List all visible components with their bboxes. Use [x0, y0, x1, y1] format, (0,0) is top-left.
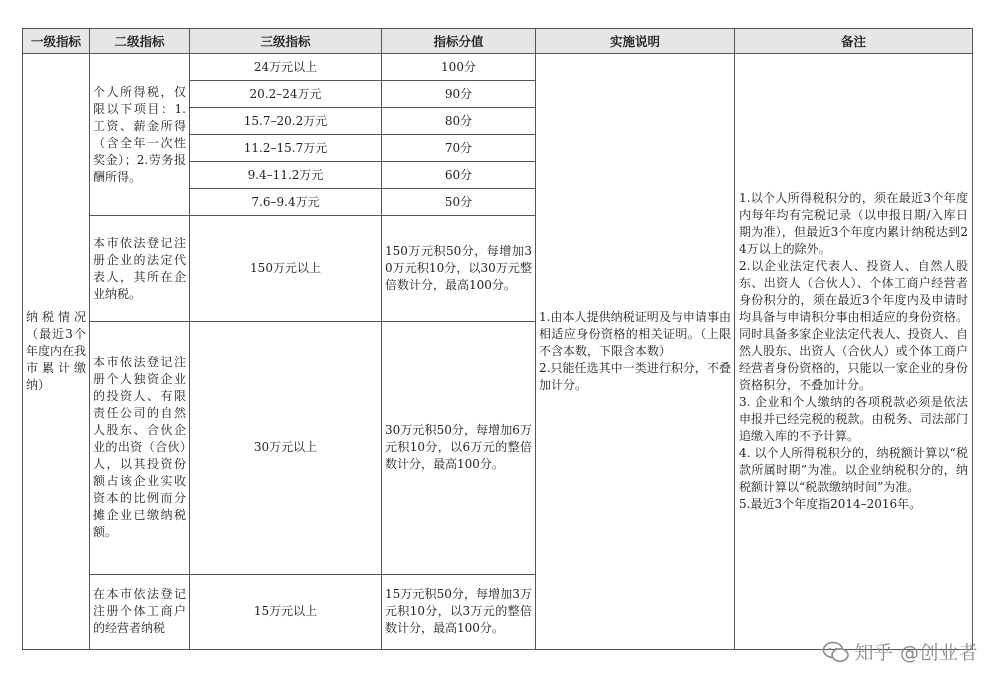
- header-remarks: 备注: [735, 29, 973, 54]
- level3-cell: 15万元以上: [190, 574, 382, 649]
- level2-legal-rep: 本市依法登记注册企业的法定代表人，其所在企业纳税。: [90, 216, 190, 321]
- remark-item: 3. 企业和个人缴纳的各项税款必须是依法申报并已经完税的税款。由税务、司法部门追缴入库的不予计算。: [739, 395, 968, 443]
- level1-cell: 纳税情况（最近3个年度内在我市累计缴纳）: [23, 54, 90, 650]
- score-cell: 90分: [382, 81, 536, 108]
- wechat-icon: [822, 641, 850, 663]
- score-cell: 15万元积50分，每增加3万元积10分，以3万元的整倍数计分，最高100分。: [382, 574, 536, 649]
- header-level1: 一级指标: [23, 29, 90, 54]
- remarks-cell: [735, 54, 973, 650]
- level2-income-tax: 个人所得税，仅限以下项目：1.工资、薪金所得（含全年一次性奖金）；2.劳务报酬所得。: [90, 54, 190, 216]
- header-implementation: 实施说明: [536, 29, 735, 54]
- header-row: [23, 29, 973, 54]
- level3-cell: 9.4–11.2万元: [190, 162, 382, 189]
- score-cell: 70分: [382, 135, 536, 162]
- header-score: 指标分值: [382, 29, 536, 54]
- remark-item: 2.以企业法定代表人、投资人、自然人股东、出资人（合伙人）、个体工商户经营者身份积分的，须在最近3个年度内及申请时均具备与申请积分事由相适应的身份资格。同时具备多家企业法定代表人、投资人、自然人股东、出资人（合伙人）或个体工商户经营者身份资格的，只能以一家企业的身份资格积分，不叠加计分。: [739, 259, 968, 392]
- level2-investor: 本市依法登记注册个人独资企业的投资人、有限责任公司的自然人股东、合伙企业的出资（合伙）人，以其投资份额占该企业实收资本的比例而分摊企业已缴纳税额。: [90, 321, 190, 574]
- remark-item: 4. 以个人所得税积分的，纳税额计算以“税款所属时期”为准。以企业纳税积分的，纳税额计算以“税款缴纳时间”为准。: [739, 446, 968, 494]
- level3-cell: 150万元以上: [190, 216, 382, 321]
- implementation-item: 1.由本人提供纳税证明及与申请事由相适应身份资格的相关证明。（上限不含本数，下限含本数）: [539, 310, 731, 358]
- implementation-cell: [536, 54, 735, 650]
- header-level2: 二级指标: [90, 29, 190, 54]
- table-row: [23, 54, 973, 81]
- remark-item: 1.以个人所得税积分的，须在最近3个年度内每年均有完税记录（以申报日期/入库日期为准），但最近3个年度内累计纳税达到24万以上的除外。: [739, 191, 968, 256]
- level3-cell: 7.6–9.4万元: [190, 189, 382, 216]
- level3-cell: 20.2–24万元: [190, 81, 382, 108]
- score-cell: 100分: [382, 54, 536, 81]
- score-cell: 50分: [382, 189, 536, 216]
- level3-cell: 24万元以上: [190, 54, 382, 81]
- score-cell: 150万元积50分，每增加30万元积10分，以30万元整倍数计分，最高100分。: [382, 216, 536, 321]
- score-cell: 30万元积50分，每增加6万元积10分，以6万元的整倍数计分，最高100分。: [382, 321, 536, 574]
- score-cell: 80分: [382, 108, 536, 135]
- score-cell: 60分: [382, 162, 536, 189]
- watermark: [822, 638, 978, 665]
- level3-cell: 11.2–15.7万元: [190, 135, 382, 162]
- level2-individual-business: 在本市依法登记注册个体工商户的经营者纳税: [90, 574, 190, 649]
- remark-item: 5.最近3个年度指2014–2016年。: [739, 497, 922, 511]
- watermark-text: 知乎 @创业者: [854, 642, 978, 664]
- header-level3: 三级指标: [190, 29, 382, 54]
- level3-cell: 15.7–20.2万元: [190, 108, 382, 135]
- level3-cell: 30万元以上: [190, 321, 382, 574]
- points-table: [22, 28, 973, 650]
- implementation-item: 2.只能任选其中一类进行积分，不叠加计分。: [539, 361, 731, 392]
